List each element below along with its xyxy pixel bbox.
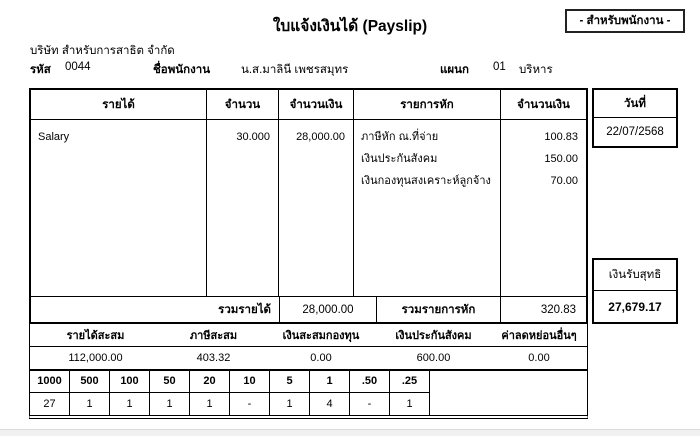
date-box [592, 88, 678, 148]
department-name: บริหาร [519, 64, 553, 76]
employee-name-value: น.ส.มาลินี เพชรสมุทร [241, 64, 349, 76]
denom-count: 4 [310, 393, 350, 415]
deduction-item-amount: 100.83 [544, 131, 578, 143]
total-deduction-value: 320.83 [540, 303, 576, 316]
denom-header: .25 [390, 370, 430, 393]
denom-count: 27 [30, 393, 70, 415]
cumulative-header-row [30, 324, 587, 347]
header-deduction: รายการหัก [354, 90, 501, 119]
for-employee-badge: - สำหรับพนักงาน - [565, 9, 685, 33]
department-label: แผนก [440, 64, 469, 76]
denom-header: 20 [190, 370, 230, 393]
total-income-label: รวมรายได้ [31, 297, 280, 322]
date-label: วันที่ [594, 90, 676, 118]
denom-header: 1000 [30, 370, 70, 393]
denom-header: 10 [230, 370, 270, 393]
denom-count: 1 [110, 393, 150, 415]
deduction-item-name: เงินกองทุนสงเคราะห์ลูกจ้าง [361, 175, 491, 187]
income-item-name: Salary [38, 131, 70, 143]
cum-value-other: 0.00 [528, 352, 550, 364]
deduction-item-amount: 150.00 [544, 153, 578, 165]
denom-header: .50 [350, 370, 390, 393]
cumulative-values-row [30, 347, 587, 370]
employee-name-label: ชื่อพนักงาน [153, 64, 211, 76]
denom-count: 1 [270, 393, 310, 415]
denom-header: 100 [110, 370, 150, 393]
denom-count: 1 [150, 393, 190, 415]
totals-row [31, 296, 586, 322]
income-item-qty: 30.000 [236, 131, 270, 143]
table-header-row [31, 90, 586, 120]
date-value: 22/07/2568 [606, 126, 664, 138]
net-pay-label: เงินรับสุทธิ [594, 260, 676, 291]
cum-header-other: ค่าลดหย่อนอื่นๆ [501, 329, 577, 342]
company-name: บริษัท สำหรับการสาธิต จำกัด [30, 45, 175, 57]
income-item-amount: 28,000.00 [296, 131, 345, 143]
header-deduction-amount: จำนวนเงิน [517, 98, 570, 111]
header-income: รายได้ [31, 90, 207, 119]
deduction-name-column [354, 120, 501, 296]
denom-header: 1 [310, 370, 350, 393]
department-code: 01 [493, 61, 506, 73]
cumulative-table [29, 324, 588, 371]
deduction-item-name: เงินประกันสังคม [361, 153, 438, 165]
total-deduction-label: รวมรายการหัก [377, 297, 501, 322]
cum-header-fund: เงินสะสมกองทุน [282, 329, 360, 342]
net-pay-box [592, 258, 678, 324]
denom-empty-cell [430, 370, 587, 415]
cum-header-income: รายได้สะสม [66, 329, 125, 342]
employee-code-value: 0044 [65, 61, 91, 73]
cum-value-fund: 0.00 [310, 352, 332, 364]
denom-count: 1 [190, 393, 230, 415]
income-name-column [31, 120, 207, 296]
income-amount-column [279, 120, 354, 296]
deduction-item-name: ภาษีหัก ณ.ที่จ่าย [361, 131, 439, 143]
denom-count: 1 [70, 393, 110, 415]
income-qty-column [207, 120, 279, 296]
income-deduction-table [29, 88, 588, 324]
table-body [31, 120, 586, 296]
cum-value-social: 600.00 [416, 352, 451, 364]
page-title: ใบแจ้งเงินได้ (Payslip) [272, 18, 428, 35]
deduction-amount-column [501, 120, 586, 296]
denom-count: - [230, 393, 270, 415]
net-pay-value: 27,679.17 [608, 299, 662, 314]
denom-header: 5 [270, 370, 310, 393]
cum-value-tax: 403.32 [196, 352, 231, 364]
denom-count: - [350, 393, 390, 415]
page-bottom-strip [0, 429, 700, 436]
deduction-item-amount: 70.00 [550, 175, 578, 187]
cum-header-social: เงินประกันสังคม [395, 329, 472, 342]
cum-header-tax: ภาษีสะสม [189, 329, 238, 342]
cum-value-income: 112,000.00 [68, 352, 123, 364]
employee-info-line [30, 61, 680, 77]
denom-header: 500 [70, 370, 110, 393]
total-income-value: 28,000.00 [280, 297, 377, 322]
denom-header: 50 [150, 370, 190, 393]
denom-count: 1 [390, 393, 430, 415]
denomination-table [29, 370, 588, 419]
header-amount: จำนวนเงิน [279, 90, 354, 119]
employee-code-label: รหัส [30, 64, 51, 76]
header-qty: จำนวน [207, 90, 279, 119]
